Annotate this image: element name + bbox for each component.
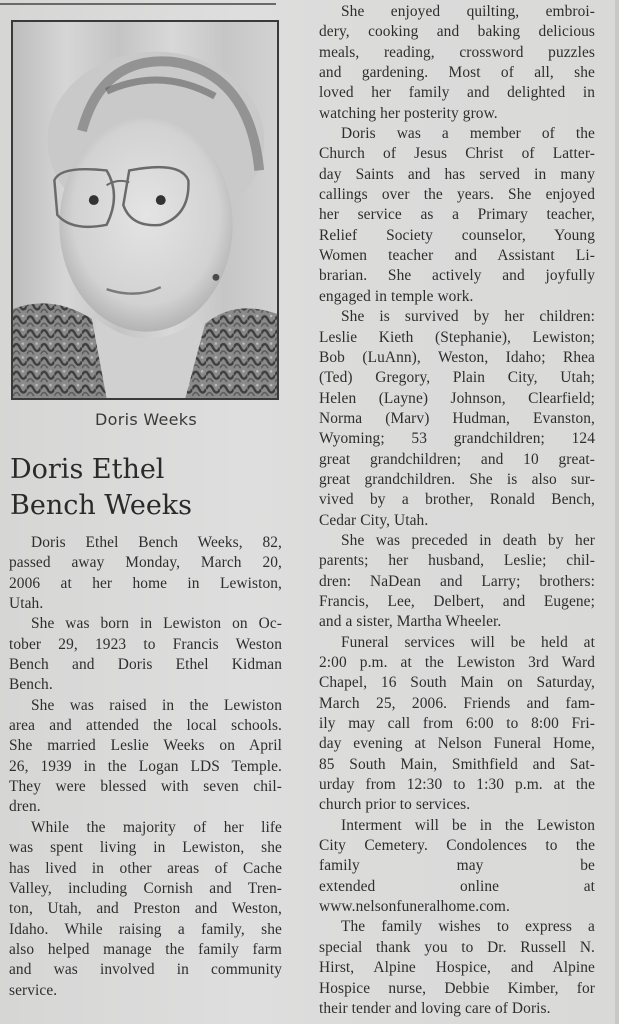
text-line: Church of Jesus Christ of Latter-	[319, 145, 595, 163]
text-line: www.nelsonfuneralhome.com.	[319, 898, 510, 916]
text-line: her service as a Primary teacher,	[319, 206, 595, 224]
headline-line-1: Doris Ethel	[10, 454, 165, 485]
text-line: ton, Utah, and Preston and Weston,	[9, 900, 282, 918]
obituary-paragraph	[319, 633, 595, 816]
text-line: brarian. She actively and joyfully	[319, 267, 595, 285]
text-line: day evening at Nelson Funeral Home,	[319, 735, 595, 753]
text-line: was spent living in Lewiston, she	[9, 839, 282, 857]
text-line: She was preceded in death by her	[341, 531, 595, 549]
right-column-body	[319, 2, 595, 1019]
obituary-paragraph	[9, 533, 282, 614]
text-line: special thank you to Dr. Russell N.	[319, 938, 595, 956]
text-line: watching her posterity grow.	[319, 104, 498, 122]
text-line: service.	[9, 981, 58, 999]
text-line: ily may call from 6:00 to 8:00 Fri-	[319, 715, 595, 733]
text-line: Leslie Kieth (Stephanie), Lewiston;	[319, 328, 595, 346]
text-line: vived by a brother, Ronald Bench,	[319, 491, 595, 509]
text-line: 26, 1939 in the Logan LDS Temple.	[9, 757, 282, 775]
text-line: and a sister, Martha Wheeler.	[319, 613, 502, 631]
text-line: 2006 at her home in Lewiston,	[9, 574, 282, 592]
text-line: Doris was a member of the	[341, 125, 595, 143]
text-line: Idaho. While raising a family, she	[9, 920, 282, 938]
obituary-paragraph	[319, 917, 595, 1019]
text-line: (Ted) Gregory, Plain City, Utah;	[319, 369, 595, 387]
text-line: Funeral services will be held at	[341, 633, 595, 651]
obituary-paragraph	[319, 2, 595, 124]
text-line: great grandchildren. She is also sur-	[319, 470, 595, 488]
text-line: Relief Society counselor, Young	[319, 226, 595, 244]
text-line: loved her family and delighted in	[319, 84, 595, 102]
obituary-paragraph	[319, 531, 595, 633]
text-line: She is survived by her children:	[341, 308, 595, 326]
text-line: church prior to services.	[319, 796, 471, 814]
text-line: urday from 12:30 to 1:30 p.m. at the	[319, 776, 595, 794]
left-column-body	[9, 533, 282, 1001]
text-line: She was raised in the Lewiston	[31, 696, 282, 714]
text-line: Women teacher and Assistant Li-	[319, 247, 595, 265]
obituary-paragraph	[319, 307, 595, 531]
text-line: While the majority of her life	[31, 818, 282, 836]
text-line: Bench.	[9, 676, 53, 694]
text-line: Francis, Lee, Delbert, and Eugene;	[319, 592, 595, 610]
portrait-image-icon	[13, 22, 277, 398]
text-line: Helen (Layne) Johnson, Clearfield;	[319, 389, 595, 407]
headline-line-2: Bench Weeks	[10, 490, 193, 521]
text-line: day Saints and has served in many	[319, 165, 595, 183]
text-line: They were blessed with seven chil-	[9, 778, 282, 796]
text-line: and was involved in community	[9, 961, 282, 979]
text-line: Doris Ethel Bench Weeks, 82,	[31, 534, 282, 551]
text-line: She was born in Lewiston on Oc-	[31, 615, 282, 633]
obituary-paragraph	[9, 818, 282, 1001]
text-line: Bob (LuAnn), Weston, Idaho; Rhea	[319, 348, 595, 366]
photo-caption: Doris Weeks	[94, 410, 198, 429]
text-line: 85 South Main, Smithfield and Sat-	[319, 755, 595, 773]
text-line: dery, cooking and baking delicious	[319, 23, 595, 41]
portrait-photo	[11, 20, 279, 400]
text-line: Hirst, Alpine Hospice, and Alpine	[319, 959, 595, 977]
text-line: engaged in temple work.	[319, 287, 474, 305]
text-line: meals, reading, crossword puzzles	[319, 43, 595, 61]
text-line: parents; her husband, Leslie; chil-	[319, 552, 595, 570]
page-edge	[615, 0, 619, 1024]
text-line: Utah.	[9, 595, 44, 613]
text-line: callings over the years. She enjoyed	[319, 186, 595, 204]
text-line: Bench and Doris Ethel Kidman	[9, 656, 282, 674]
text-line: great grandchildren; and 10 great-	[319, 450, 595, 468]
text-line: tober 29, 1923 to Francis Weston	[9, 635, 282, 653]
text-line: Cedar City, Utah.	[319, 511, 429, 529]
text-line: 2:00 p.m. at the Lewiston 3rd Ward	[319, 654, 595, 671]
text-line: area and attended the local schools.	[9, 717, 282, 735]
text-line: and gardening. Most of all, she	[319, 64, 595, 82]
top-rule-divider	[0, 3, 276, 5]
text-line: The family wishes to express a	[341, 918, 595, 936]
text-line: Wyoming; 53 grandchildren; 124	[319, 430, 595, 448]
text-line: also helped manage the family farm	[9, 940, 282, 958]
obituary-headline	[10, 452, 282, 524]
obituary-paragraph	[9, 614, 282, 695]
obituary-paragraph	[319, 816, 595, 918]
text-line: Hospice nurse, Debbie Kimber, for	[319, 979, 595, 997]
text-line: their tender and loving care of Doris.	[319, 999, 551, 1017]
text-line: Valley, including Cornish and Tren-	[9, 879, 282, 897]
text-line: dren.	[9, 798, 41, 816]
text-line: Interment will be in the Lewiston	[341, 816, 595, 834]
text-line: has lived in other areas of Cache	[9, 859, 282, 877]
text-line: Chapel, 16 South Main on Saturday,	[319, 674, 595, 692]
text-line: extended online at	[319, 877, 595, 895]
text-line: City Cemetery. Condolences to the	[319, 837, 595, 855]
obituary-paragraph	[9, 696, 282, 818]
text-line: family may be	[319, 857, 595, 875]
text-line: She enjoyed quilting, embroi-	[341, 3, 595, 20]
text-line: passed away Monday, March 20,	[9, 554, 282, 572]
text-line: dren: NaDean and Larry; brothers:	[319, 572, 595, 590]
obituary-paragraph	[319, 124, 595, 307]
text-line: She married Leslie Weeks on April	[9, 737, 282, 755]
text-line: Norma (Marv) Hudman, Evanston,	[319, 409, 595, 427]
text-line: March 25, 2006. Friends and fam-	[319, 694, 595, 712]
